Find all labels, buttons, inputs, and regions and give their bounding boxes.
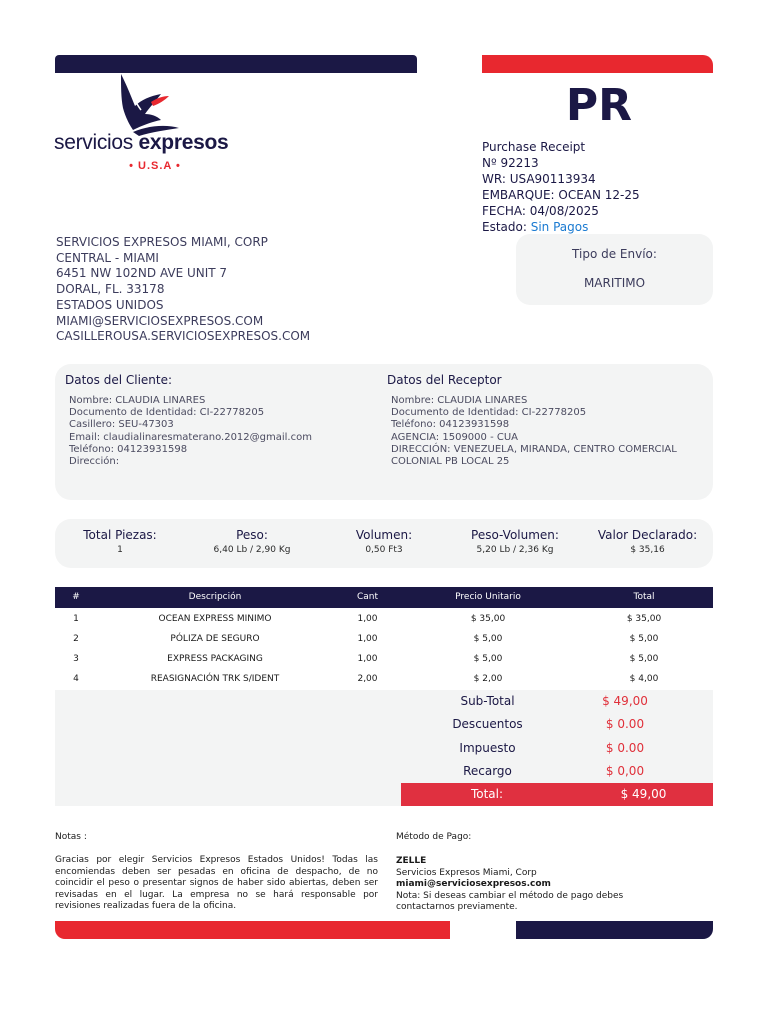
company-line: ESTADOS UNIDOS	[56, 297, 164, 312]
receptor-line: Nombre: CLAUDIA LINARES	[391, 395, 528, 406]
col-total: Total	[633, 592, 655, 602]
fecha: FECHA: 04/08/2025	[482, 204, 599, 218]
top-navy-bar	[55, 55, 417, 73]
company-line: SERVICIOS EXPRESOS MIAMI, CORP	[56, 235, 268, 249]
receptor-line: Documento de Identidad: CI-22778205	[391, 407, 587, 419]
payment-method-label: Método de Pago:	[396, 832, 472, 842]
top-red-bar	[482, 55, 713, 73]
receptor-line: DIRECCIÓN: VENEZUELA, MIRANDA, CENTRO COMERCIAL	[391, 443, 677, 455]
client-line: Nombre: CLAUDIA LINARES	[69, 395, 206, 406]
estado: Estado: Sin Pagos	[482, 220, 589, 234]
document-code: PR	[565, 80, 633, 131]
notes-label: Notas :	[55, 832, 87, 842]
shipment-summary	[55, 519, 713, 568]
receptor-line: COLONIAL PB LOCAL 25	[391, 456, 510, 468]
client-line: Email: claudialinaresmaterano.2012@gmail.com	[69, 431, 312, 443]
notes-text: Gracias por elegir Servicios Expresos Estados Unidos! Todas las encomiendas deben ser pesadas en oficina de despacho, de no coincidir el peso o presentar signos de haber sido abiertas, deben ser revisadas en el lugar. La empresa no se hará responsable por revisiones realizadas fuera de la oficina.	[55, 855, 378, 912]
company-line: CENTRAL - MIAMI	[56, 250, 159, 265]
table-row: 1 OCEAN EXPRESS MINIMO 1,00 $ 35,00 $ 35,00	[73, 614, 662, 624]
col-cant: Cant	[356, 592, 379, 602]
impuesto-label: Impuesto	[459, 741, 516, 755]
warehouse-receipt: WR: USA90113934	[482, 172, 596, 186]
descuentos-label: Descuentos	[452, 717, 523, 731]
receptor-details	[391, 395, 677, 468]
receptor-line: AGENCIA: 1509000 - CUA	[391, 431, 519, 443]
table-row: 2 PÓLIZA DE SEGURO 1,00 $ 5,00 $ 5,00	[73, 634, 659, 644]
col-num: #	[72, 592, 80, 602]
payment-details	[396, 856, 636, 914]
summary-volume: Volumen: 0,50 Ft3	[355, 528, 413, 555]
table-row: 4 REASIGNACIÓN TRK S/IDENT 2,00 $ 2,00 $ 4,00	[73, 674, 659, 684]
client-line: Dirección:	[69, 456, 120, 468]
summary-declared-value: Valor Declarado: $ 35,16	[597, 528, 698, 555]
receptor-title: Datos del Receptor	[387, 373, 502, 387]
embarque: EMBARQUE: OCEAN 12-25	[482, 188, 640, 202]
col-desc: Descripción	[188, 592, 242, 602]
descuentos-value: $ 0.00	[605, 717, 645, 731]
receipt-info	[482, 139, 640, 235]
summary-weight: Peso: 6,40 Lb / 2,90 Kg	[213, 528, 291, 555]
subtotal-value: $ 49,00	[602, 694, 648, 708]
client-receptor-box	[55, 364, 713, 500]
shipping-type-value: MARITIMO	[583, 276, 646, 290]
grand-total-bar	[401, 783, 713, 806]
payment-method: ZELLE	[396, 856, 427, 866]
company-line: CASILLEROUSA.SERVICIOSEXPRESOS.COM	[56, 329, 311, 344]
company-line: 6451 NW 102ND AVE UNIT 7	[56, 266, 228, 281]
payment-email: miami@serviciosexpresos.com	[396, 879, 551, 890]
shipping-type-box	[516, 234, 713, 305]
client-line: Casillero: SEU-47303	[69, 419, 174, 431]
company-address	[56, 235, 310, 345]
doc-type: Purchase Receipt	[482, 140, 586, 154]
status-value: Sin Pagos	[530, 220, 589, 234]
col-price: Precio Unitario	[455, 592, 521, 602]
items-table-header	[55, 587, 713, 608]
bottom-red-bar	[55, 921, 450, 939]
total-value: $ 49,00	[620, 787, 667, 801]
client-line: Teléfono: 04123931598	[69, 443, 188, 455]
bottom-navy-bar	[516, 921, 713, 939]
client-title: Datos del Cliente:	[65, 373, 173, 387]
summary-volume-weight: Peso-Volumen: 5,20 Lb / 2,36 Kg	[471, 528, 559, 555]
company-line: DORAL, FL. 33178	[56, 282, 165, 297]
brand-wordmark: servicios expresos	[54, 131, 229, 154]
receipt-number: Nº 92213	[482, 156, 539, 170]
payment-note: Nota: Si deseas cambiar el método de pago debes contactarnos previamente.	[396, 890, 624, 913]
table-row: 3 EXPRESS PACKAGING 1,00 $ 5,00 $ 5,00	[73, 654, 659, 664]
total-label: Total:	[470, 787, 504, 801]
recargo-label: Recargo	[463, 764, 512, 778]
client-line: Documento de Identidad: CI-22778205	[69, 407, 265, 419]
client-details	[69, 395, 312, 468]
brand-subtitle: • U.S.A •	[129, 160, 181, 172]
impuesto-value: $ 0.00	[605, 741, 645, 755]
recargo-value: $ 0,00	[605, 764, 645, 778]
shipping-type-label: Tipo de Envío:	[572, 247, 657, 261]
payment-company: Servicios Expresos Miami, Corp	[396, 867, 537, 878]
receptor-line: Teléfono: 04123931598	[391, 419, 510, 431]
summary-total-pieces: Total Piezas: 1	[83, 528, 157, 555]
company-line: MIAMI@SERVICIOSEXPRESOS.COM	[56, 313, 264, 328]
subtotal-label: Sub-Total	[460, 694, 515, 708]
